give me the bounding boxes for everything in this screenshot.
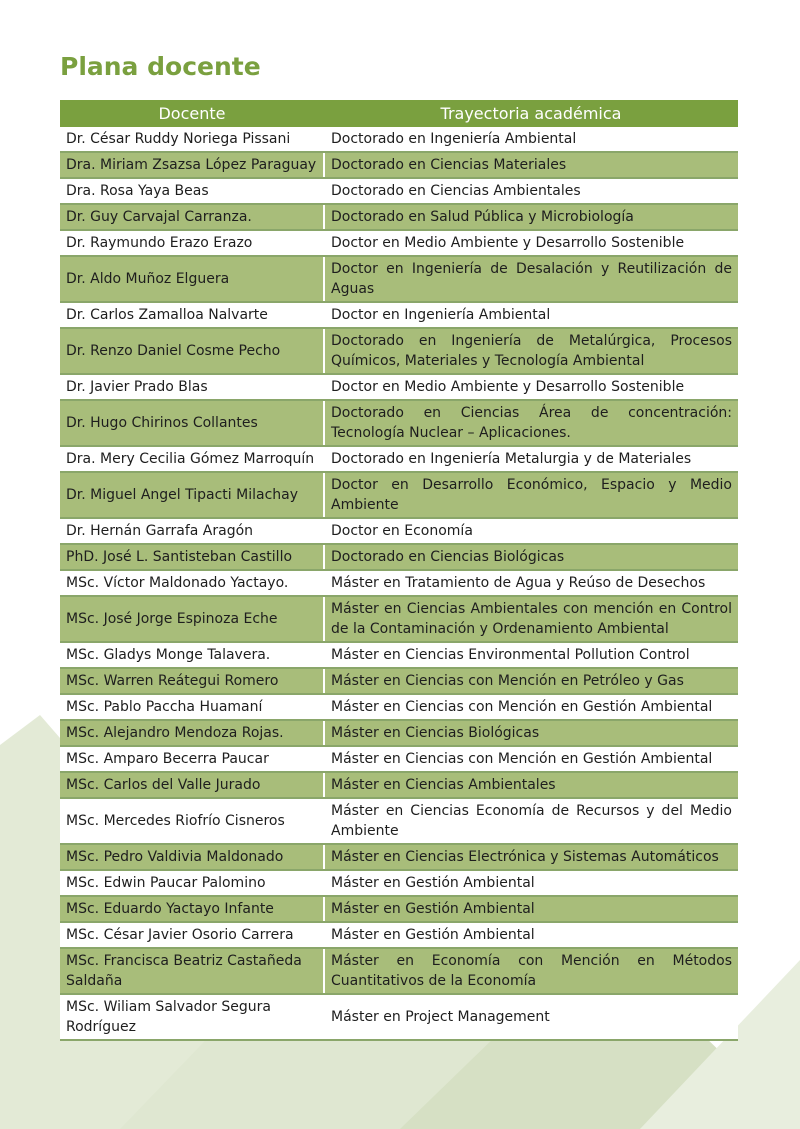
- docente-cell: Dr. César Ruddy Noriega Pissani: [60, 127, 324, 152]
- table-row: [60, 994, 738, 1040]
- docente-cell: Dr. Raymundo Erazo Erazo: [60, 230, 324, 256]
- trayectoria-cell: Máster en Gestión Ambiental: [324, 922, 738, 948]
- trayectoria-cell: Máster en Ciencias Biológicas: [324, 720, 738, 746]
- docente-cell: MSc. José Jorge Espinoza Eche: [60, 596, 324, 642]
- trayectoria-cell: Doctorado en Salud Pública y Microbiología: [324, 204, 738, 230]
- table-row: [60, 204, 738, 230]
- docente-cell: MSc. Pablo Paccha Huamaní: [60, 694, 324, 720]
- docente-cell: MSc. Mercedes Riofrío Cisneros: [60, 798, 324, 844]
- trayectoria-cell: Máster en Gestión Ambiental: [324, 896, 738, 922]
- table-row: [60, 328, 738, 374]
- docente-cell: PhD. José L. Santisteban Castillo: [60, 544, 324, 570]
- docente-cell: Dr. Javier Prado Blas: [60, 374, 324, 400]
- docente-cell: Dr. Aldo Muñoz Elguera: [60, 256, 324, 302]
- table-header-row: [60, 100, 738, 127]
- trayectoria-cell: Doctorado en Ciencias Biológicas: [324, 544, 738, 570]
- table-row: [60, 948, 738, 994]
- trayectoria-cell: Doctor en Medio Ambiente y Desarrollo Sostenible: [324, 374, 738, 400]
- trayectoria-cell: Máster en Ciencias con Mención en Gestión Ambiental: [324, 746, 738, 772]
- trayectoria-cell: Doctor en Ingeniería Ambiental: [324, 302, 738, 328]
- faculty-table: [60, 100, 738, 1041]
- table-row: [60, 870, 738, 896]
- docente-cell: Dr. Miguel Angel Tipacti Milachay: [60, 472, 324, 518]
- docente-cell: Dra. Mery Cecilia Gómez Marroquín: [60, 446, 324, 472]
- table-row: [60, 374, 738, 400]
- docente-cell: MSc. César Javier Osorio Carrera: [60, 922, 324, 948]
- trayectoria-cell: Doctorado en Ingeniería Metalurgia y de Materiales: [324, 446, 738, 472]
- table-row: [60, 922, 738, 948]
- docente-cell: MSc. Gladys Monge Talavera.: [60, 642, 324, 668]
- table-row: [60, 720, 738, 746]
- trayectoria-cell: Máster en Ciencias Environmental Pollution Control: [324, 642, 738, 668]
- table-row: [60, 256, 738, 302]
- table-row: [60, 127, 738, 152]
- trayectoria-cell: Máster en Ciencias Ambientales: [324, 772, 738, 798]
- docente-cell: MSc. Edwin Paucar Palomino: [60, 870, 324, 896]
- trayectoria-cell: Doctor en Economía: [324, 518, 738, 544]
- page-title: Plana docente: [60, 52, 261, 81]
- table-row: [60, 642, 738, 668]
- table-row: [60, 596, 738, 642]
- table-row: [60, 570, 738, 596]
- docente-cell: Dra. Miriam Zsazsa López Paraguay: [60, 152, 324, 178]
- docente-cell: MSc. Víctor Maldonado Yactayo.: [60, 570, 324, 596]
- trayectoria-cell: Máster en Ciencias Ambientales con mención en Control de la Contaminación y Ordenamiento Ambiental: [324, 596, 738, 642]
- docente-cell: MSc. Carlos del Valle Jurado: [60, 772, 324, 798]
- table-row: [60, 178, 738, 204]
- docente-cell: Dr. Hernán Garrafa Aragón: [60, 518, 324, 544]
- trayectoria-cell: Máster en Ciencias con Mención en Gestión Ambiental: [324, 694, 738, 720]
- trayectoria-cell: Doctorado en Ciencias Materiales: [324, 152, 738, 178]
- header-trayectoria: Trayectoria académica: [324, 100, 738, 127]
- docente-cell: MSc. Pedro Valdivia Maldonado: [60, 844, 324, 870]
- docente-cell: Dra. Rosa Yaya Beas: [60, 178, 324, 204]
- trayectoria-cell: Máster en Ciencias con Mención en Petróleo y Gas: [324, 668, 738, 694]
- trayectoria-cell: Doctor en Desarrollo Económico, Espacio y Medio Ambiente: [324, 472, 738, 518]
- docente-cell: MSc. Amparo Becerra Paucar: [60, 746, 324, 772]
- trayectoria-cell: Doctor en Ingeniería de Desalación y Reutilización de Aguas: [324, 256, 738, 302]
- table-row: [60, 772, 738, 798]
- table-row: [60, 844, 738, 870]
- docente-cell: Dr. Carlos Zamalloa Nalvarte: [60, 302, 324, 328]
- table-row: [60, 152, 738, 178]
- table-row: [60, 302, 738, 328]
- table-row: [60, 400, 738, 446]
- docente-cell: MSc. Wiliam Salvador Segura Rodríguez: [60, 994, 324, 1040]
- table-row: [60, 544, 738, 570]
- trayectoria-cell: Doctorado en Ciencias Área de concentración: Tecnología Nuclear – Aplicaciones.: [324, 400, 738, 446]
- table-row: [60, 694, 738, 720]
- table-row: [60, 798, 738, 844]
- docente-cell: MSc. Warren Reátegui Romero: [60, 668, 324, 694]
- docente-cell: Dr. Guy Carvajal Carranza.: [60, 204, 324, 230]
- table-row: [60, 518, 738, 544]
- docente-cell: MSc. Francisca Beatriz Castañeda Saldaña: [60, 948, 324, 994]
- trayectoria-cell: Máster en Tratamiento de Agua y Reúso de Desechos: [324, 570, 738, 596]
- trayectoria-cell: Máster en Gestión Ambiental: [324, 870, 738, 896]
- trayectoria-cell: Máster en Ciencias Economía de Recursos y del Medio Ambiente: [324, 798, 738, 844]
- trayectoria-cell: Doctorado en Ciencias Ambientales: [324, 178, 738, 204]
- table-row: [60, 896, 738, 922]
- table-row: [60, 746, 738, 772]
- docente-cell: MSc. Alejandro Mendoza Rojas.: [60, 720, 324, 746]
- trayectoria-cell: Doctor en Medio Ambiente y Desarrollo Sostenible: [324, 230, 738, 256]
- docente-cell: Dr. Renzo Daniel Cosme Pecho: [60, 328, 324, 374]
- docente-cell: MSc. Eduardo Yactayo Infante: [60, 896, 324, 922]
- table-body: [60, 127, 738, 1040]
- trayectoria-cell: Doctorado en Ingeniería de Metalúrgica, Procesos Químicos, Materiales y Tecnología Ambiental: [324, 328, 738, 374]
- table-row: [60, 668, 738, 694]
- trayectoria-cell: Doctorado en Ingeniería Ambiental: [324, 127, 738, 152]
- table-row: [60, 230, 738, 256]
- trayectoria-cell: Máster en Ciencias Electrónica y Sistemas Automáticos: [324, 844, 738, 870]
- docente-cell: Dr. Hugo Chirinos Collantes: [60, 400, 324, 446]
- table-row: [60, 472, 738, 518]
- header-docente: Docente: [60, 100, 324, 127]
- trayectoria-cell: Máster en Economía con Mención en Métodos Cuantitativos de la Economía: [324, 948, 738, 994]
- table-row: [60, 446, 738, 472]
- trayectoria-cell: Máster en Project Management: [324, 994, 738, 1040]
